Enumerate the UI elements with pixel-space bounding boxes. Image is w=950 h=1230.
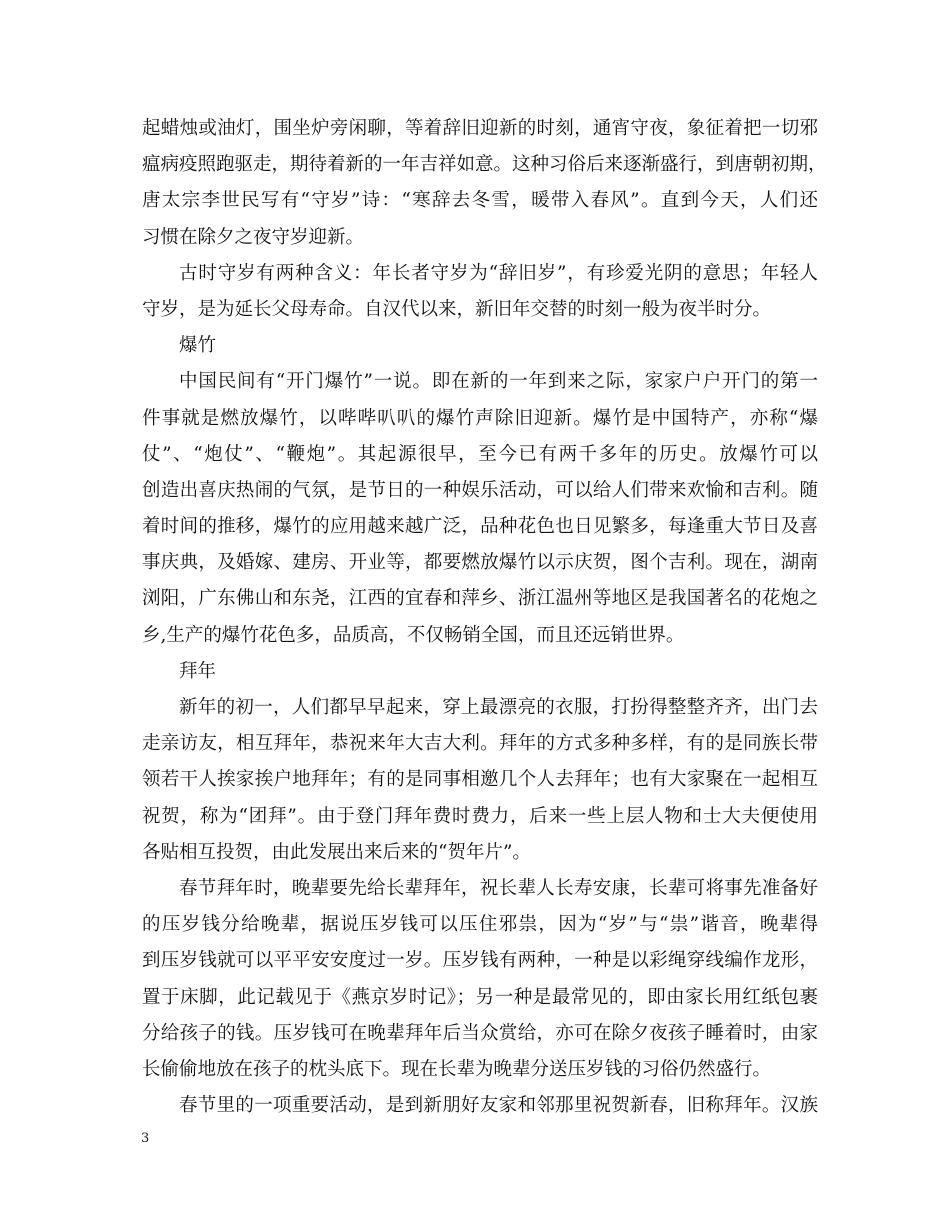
text-line: 习惯在除夕之夜守岁迎新。 (142, 226, 365, 248)
text-line: 置于床脚，此记载见于《燕京岁时记》；另一种是最常见的，即由家长用红纸包裹 (142, 986, 818, 1008)
text-line: 瘟病疫照跑驱走，期待着新的一年吉祥如意。这种习俗后来逐渐盛行，到唐朝初期， (142, 154, 827, 176)
text-line: 各贴相互投贺，由此发展出来后来的“贺年片”。 (142, 841, 531, 863)
document-body (142, 111, 827, 1124)
text-line: 新年的初一，人们都早早起来，穿上最漂亮的衣服，打扮得整整齐齐，出门去 (179, 697, 818, 718)
text-line: 春节里的一项重要活动，是到新朋好友家和邻那里祝贺新春，旧称拜年。汉族 (179, 1095, 818, 1117)
text-line: 的压岁钱分给晚辈，据说压岁钱可以压住邪祟，因为“岁”与“祟”谐音，晚辈得 (142, 914, 818, 936)
text-line: 浏阳，广东佛山和东尧，江西的宜春和萍乡、浙江温州等地区是我国著名的花炮之 (142, 588, 818, 610)
text-line: 唐太宗李世民写有“守岁”诗：“寒辞去冬雪，暖带入春风”。直到今天，人们还 (142, 190, 818, 212)
text-line: 领若干人挨家挨户地拜年；有的是同事相邀几个人去拜年；也有大家聚在一起相互 (142, 769, 818, 791)
text-line: 祝贺，称为“团拜”。由于登门拜年费时费力，后来一些上层人物和士大夫便使用 (142, 805, 818, 827)
text-line: 春节拜年时，晚辈要先给长辈拜年，祝长辈人长寿安康，长辈可将事先准备好 (179, 877, 818, 899)
text-line: 中国民间有“开门爆竹”一说。即在新的一年到来之际，家家户户开门的第一 (179, 371, 818, 393)
text-line: 乡,生产的爆竹花色多，品质高，不仅畅销全国，而且还远销世界。 (142, 624, 685, 646)
text-line: 分给孩子的钱。压岁钱可在晚辈拜年后当众赏给，亦可在除夕夜孩子睡着时，由家 (142, 1022, 818, 1044)
text-line: 件事就是燃放爆竹，以哔哔叭叭的爆竹声除旧迎新。爆竹是中国特产，亦称“爆 (142, 407, 818, 429)
page-number: 3 (141, 1131, 150, 1146)
text-line: 守岁，是为延长父母寿命。自汉代以来，新旧年交替的时刻一般为夜半时分。 (142, 298, 772, 320)
text-line: 着时间的推移，爆竹的应用越来越广泛，品种花色也日见繁多，每逢重大节日及喜 (142, 516, 818, 538)
text-line: 古时守岁有两种含义：年长者守岁为“辞旧岁”，有珍爱光阴的意思；年轻人 (179, 262, 818, 284)
text-line: 到压岁钱就可以平平安安度过一岁。压岁钱有两种，一种是以彩绳穿线编作龙形， (142, 950, 818, 972)
text-line: 事庆典，及婚嫁、建房、开业等，都要燃放爆竹以示庆贺，图个吉利。现在，湖南 (142, 552, 818, 574)
text-line: 起蜡烛或油灯，围坐炉旁闲聊，等着辞旧迎新的时刻，通宵守夜，象征着把一切邪 (142, 118, 818, 139)
text-line: 走亲访友，相互拜年，恭祝来年大吉大利。拜年的方式多种多样，有的是同族长带 (142, 733, 818, 755)
text-line: 长偷偷地放在孩子的枕头底下。现在长辈为晚辈分送压岁钱的习俗仍然盛行。 (142, 1058, 772, 1080)
text-line: 创造出喜庆热闹的气氛，是节日的一种娱乐活动，可以给人们带来欢愉和吉利。随 (142, 479, 818, 501)
section-heading: 拜年 (179, 660, 217, 682)
section-heading: 爆竹 (179, 335, 217, 357)
text-line: 仗”、“炮仗”、“鞭炮”。其起源很早，至今已有两千多年的历史。放爆竹可以 (142, 443, 818, 465)
